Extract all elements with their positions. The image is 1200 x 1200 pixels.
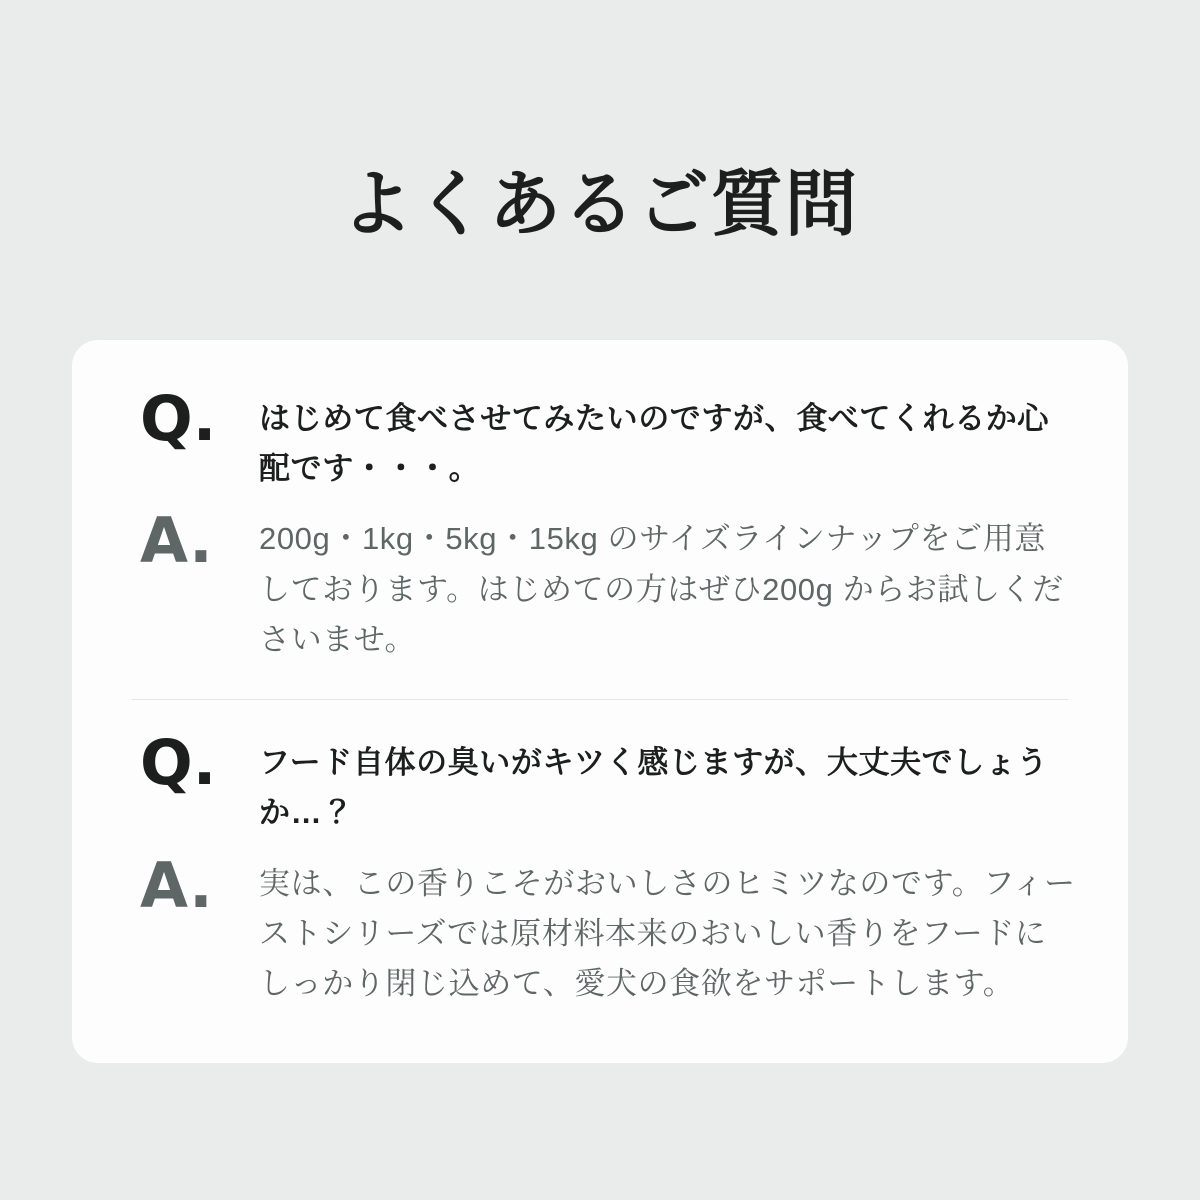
answer-marker: A. (140, 504, 213, 578)
faq-divider (132, 699, 1068, 700)
answer-row (124, 504, 1076, 665)
faq-card (72, 340, 1128, 1063)
question-marker: Q. (140, 382, 217, 455)
question-marker: Q. (140, 726, 217, 800)
answer-marker: A. (140, 848, 213, 922)
question-text: フード自体の臭いがキツく感じますが、大丈夫でしょうか…？ (259, 745, 1049, 831)
answer-text: 実は、この香りこそがおいしさのヒミツなのです。フィーストシリーズでは原材料本来のおいしい香りをフードにしっかり閉じ込めて、愛犬の食欲をサポートします。 (259, 865, 1076, 1001)
page-title: よくあるご質問 (340, 162, 859, 246)
answer-row (124, 848, 1076, 1010)
faq-item (124, 726, 1076, 1009)
question-row (124, 726, 1076, 838)
answer-text: 200g・1kg・5kg・15kg のサイズラインナップをご用意しております。はじめての方はぜひ200g からお試しくださいませ。 (259, 521, 1064, 657)
question-row (124, 382, 1076, 494)
faq-item (124, 382, 1076, 665)
question-text: はじめて食べさせてみたいのですが、食べてくれるか心配です・・・。 (259, 401, 1049, 487)
